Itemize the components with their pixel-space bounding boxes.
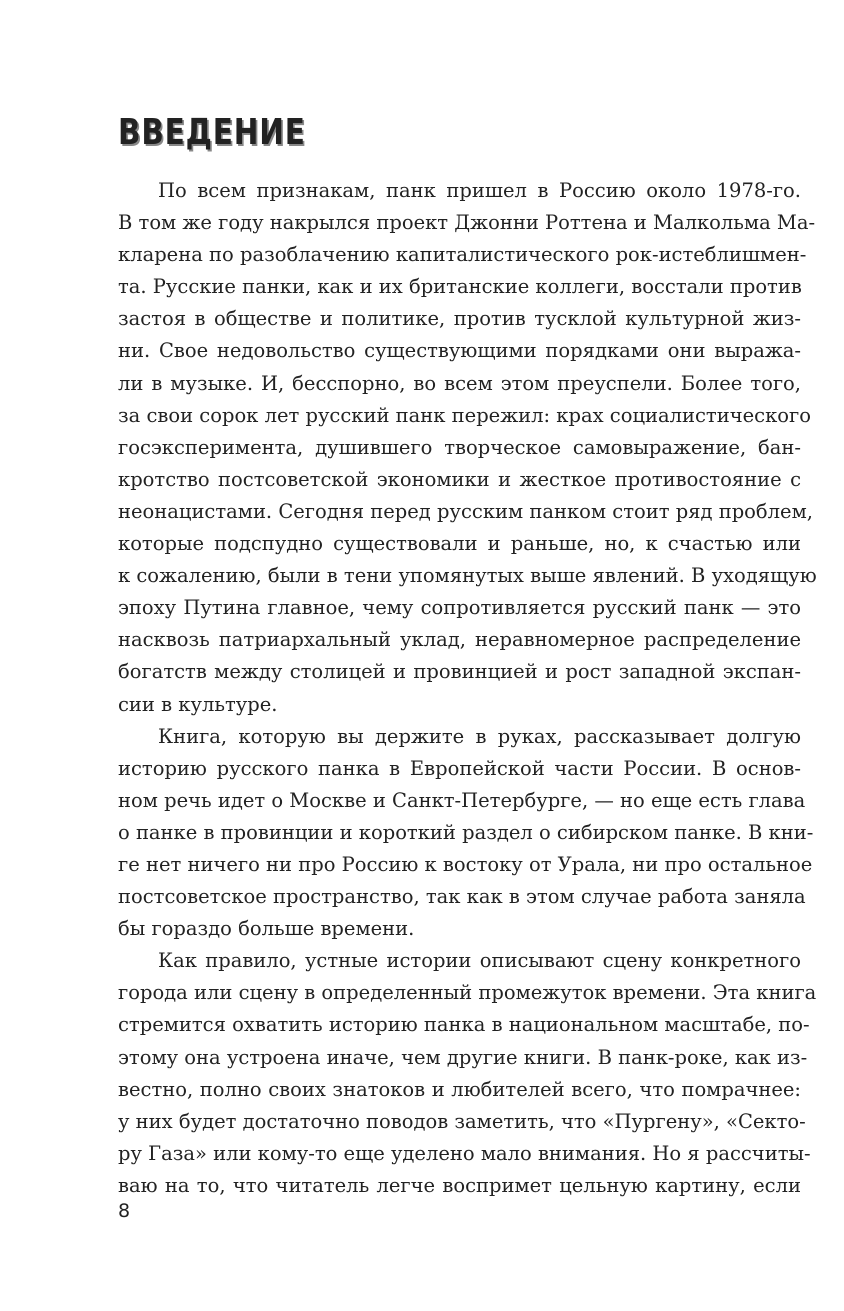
text-line: бы гораздо больше времени. (118, 917, 415, 941)
text-line: Как правило, устные истории описывают сцену конкретного (158, 949, 801, 973)
text-line: В том же году накрылся проект Джонни Роттена и Малкольма Ма- (118, 211, 816, 235)
text-line: Книга, которую вы держите в руках, рассказывает долгую (158, 724, 801, 748)
text-line: у них будет достаточно поводов заметить, что «Пургену», «Секто- (118, 1109, 806, 1133)
text-line: за свои сорок лет русский панк пережил: крах социалистического (118, 403, 811, 427)
text-line: к сожалению, были в тени упомянутых выше явлений. В уходящую (118, 564, 817, 588)
text-line: ни. Свое недовольство существующими порядками они выража- (118, 339, 801, 363)
text-line: ном речь идет о Москве и Санкт-Петербурге, — но еще есть глава (118, 788, 806, 812)
text-line: этому она устроена иначе, чем другие книги. В панк-роке, как из- (118, 1045, 808, 1069)
text-line: насквозь патриархальный уклад, неравномерное распределение (118, 628, 801, 652)
page-number: 8 (118, 1200, 131, 1222)
text-line: богатств между столицей и провинцией и рост западной экспан- (118, 660, 801, 684)
text-line: стремится охватить историю панка в национальном масштабе, по- (118, 1013, 810, 1037)
text-line: застоя в обществе и политике, против тусклой культурной жиз- (118, 307, 801, 331)
text-line: города или сцену в определенный промежуток времени. Эта книга (118, 981, 817, 1005)
text-line: которые подспудно существовали и раньше, но, к счастью или (118, 532, 801, 556)
text-line: историю русского панка в Европейской части России. В основ- (118, 756, 801, 780)
text-line: кротство постсоветской экономики и жесткое противостояние с (118, 467, 801, 491)
text-line: кларена по разоблачению капиталистического рок-истеблишмен- (118, 243, 807, 267)
text-line: ру Газа» или кому-то еще уделено мало внимания. Но я рассчиты- (118, 1141, 811, 1165)
text-line: та. Русские панки, как и их британские коллеги, восстали против (118, 275, 802, 299)
text-line: ли в музыке. И, бесспорно, во всем этом преуспели. Более того, (118, 371, 801, 395)
text-line: По всем признакам, панк пришел в Россию около 1978-го. (158, 179, 801, 202)
text-line: о панке в провинции и короткий раздел о сибирском панке. В кни- (118, 820, 814, 844)
text-line: ваю на то, что читатель легче воспримет цельную картину, если (118, 1173, 801, 1197)
text-line: вестно, полно своих знатоков и любителей всего, что помрачнее: (118, 1077, 801, 1101)
text-line: эпоху Путина главное, чему сопротивляется русский панк — это (118, 596, 801, 620)
text-line: ге нет ничего ни про Россию к востоку от Урала, ни про остальное (118, 852, 813, 876)
body-text (118, 175, 817, 1202)
text-line: сии в культуре. (118, 692, 278, 716)
text-line: неонацистами. Сегодня перед русским панком стоит ряд проблем, (118, 499, 813, 523)
text-line: госэксперимента, душившего творческое самовыражение, бан- (118, 435, 801, 459)
chapter-title: ВВЕДЕНИЕ (118, 112, 306, 153)
text-line: постсоветское пространство, так как в этом случае работа заняла (118, 885, 806, 909)
